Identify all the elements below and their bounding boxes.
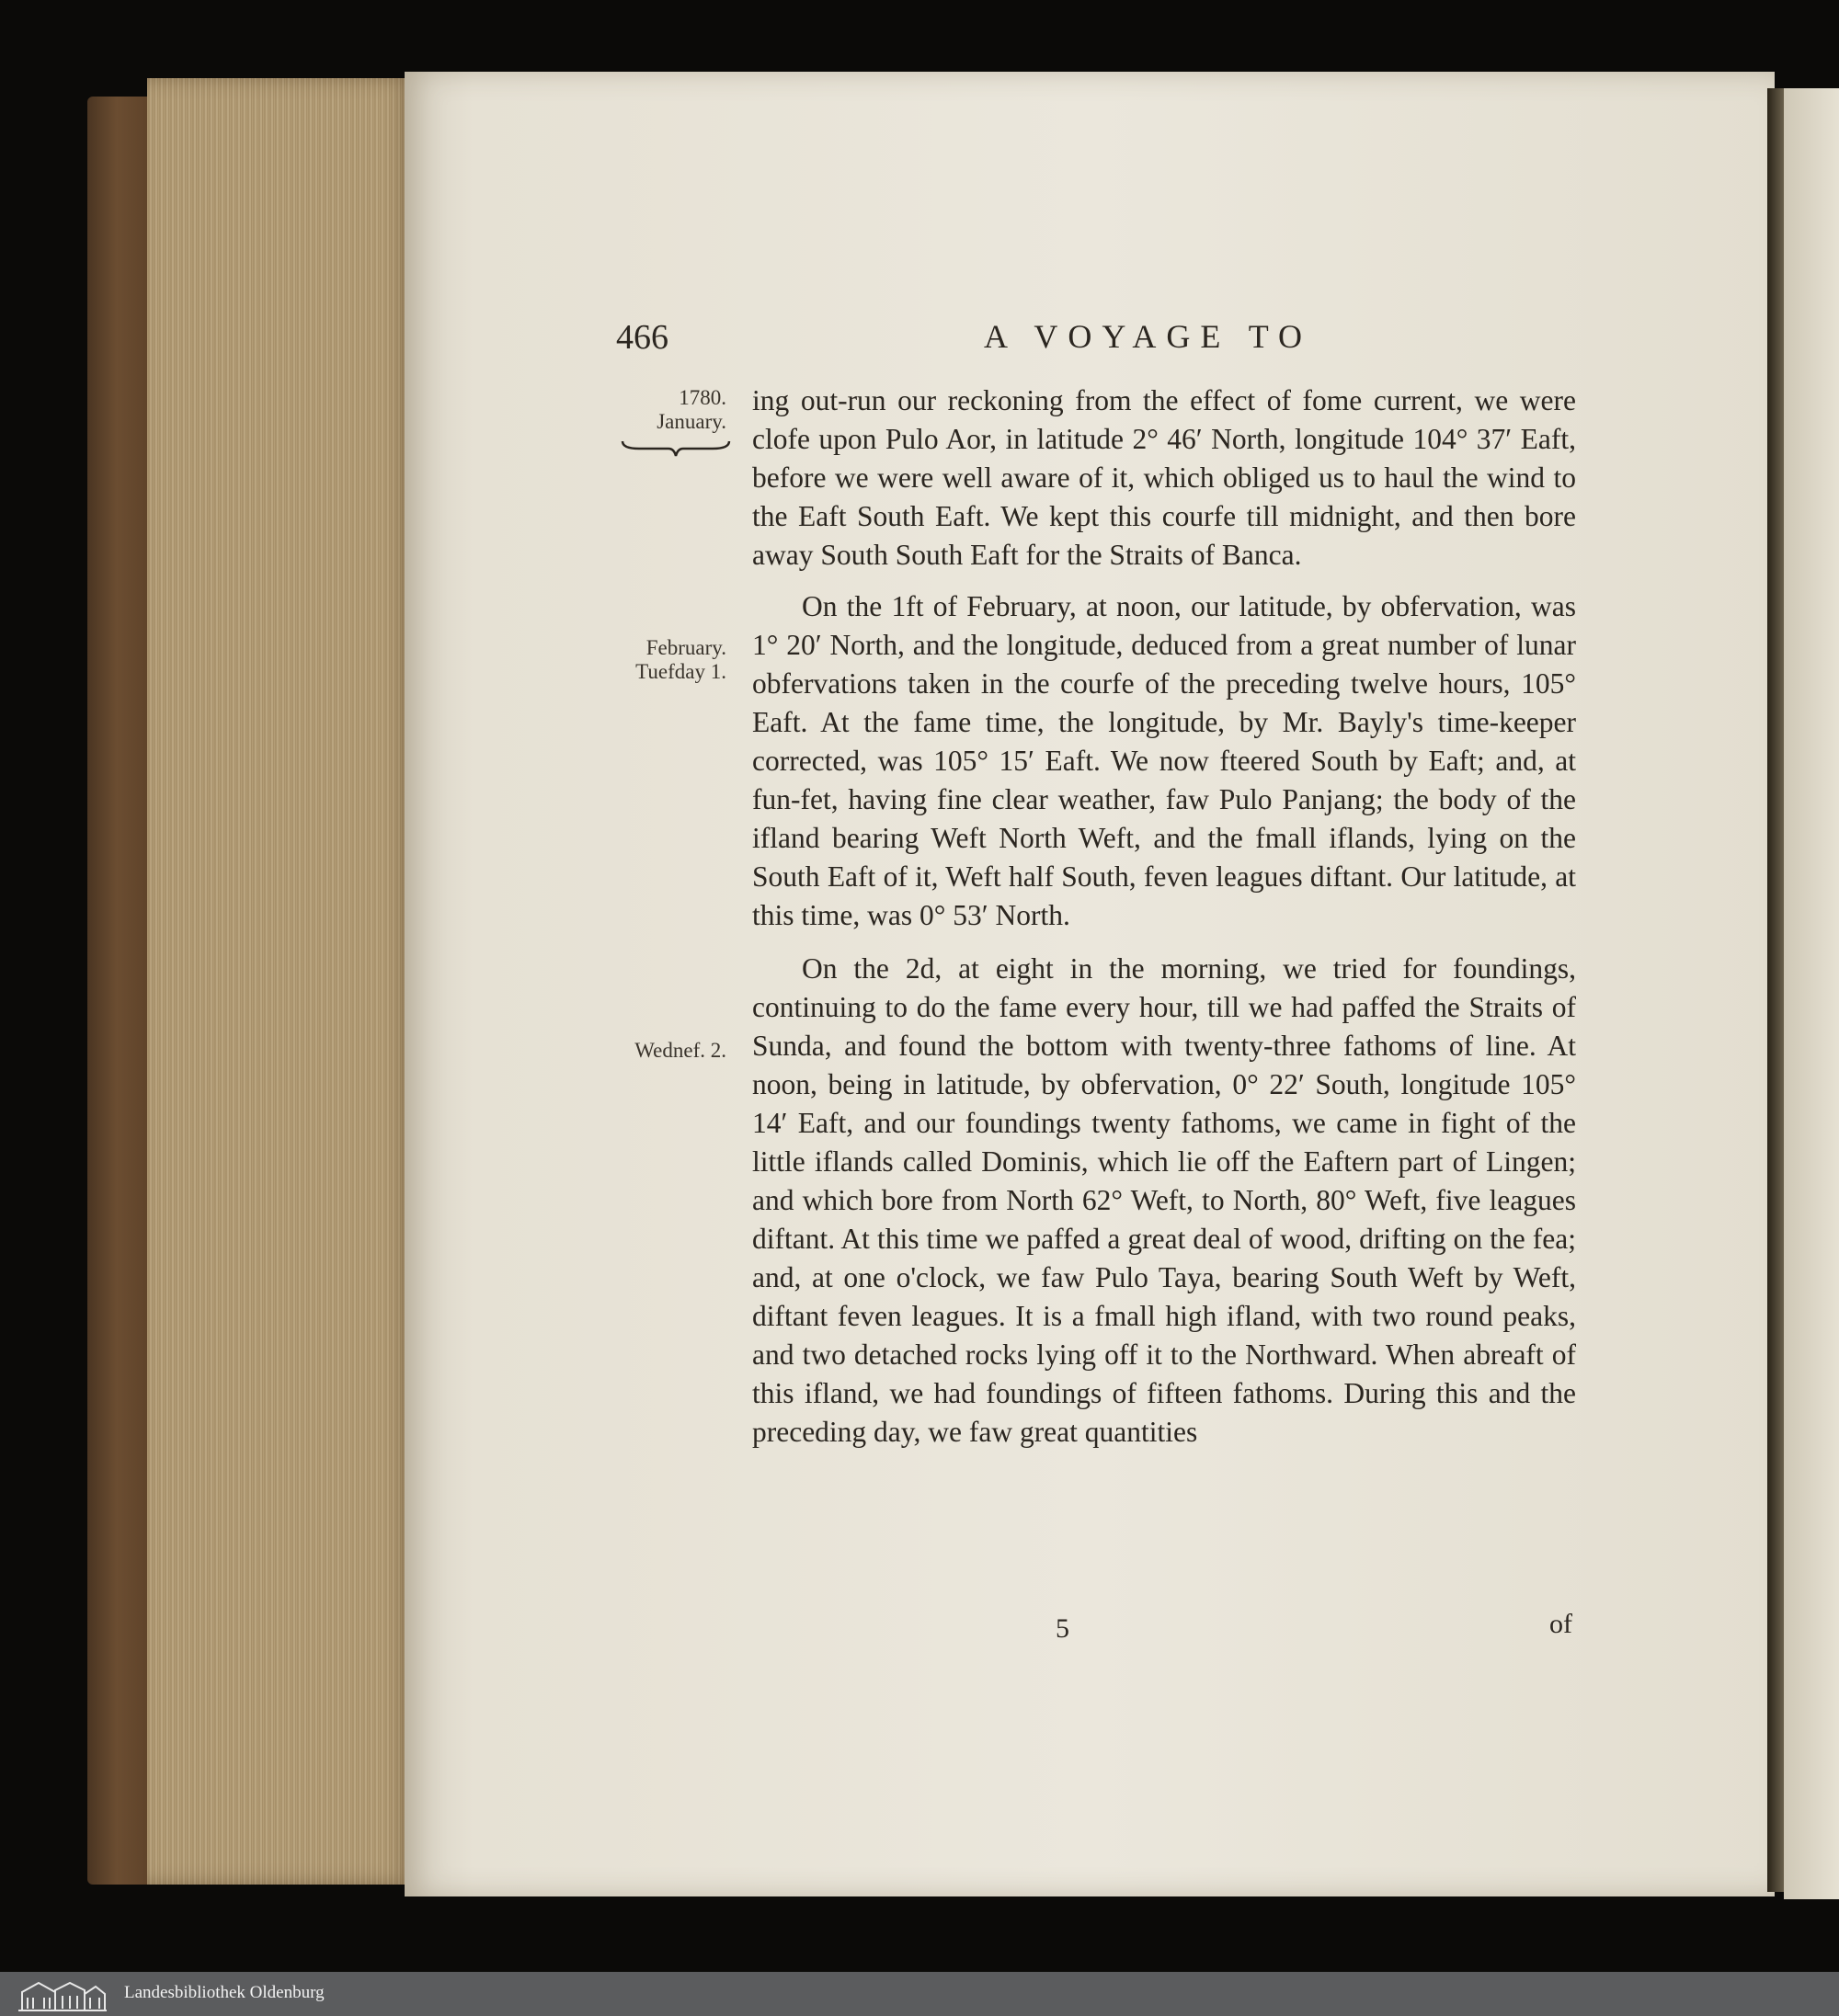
page-header [616,317,1577,363]
margin-month-january: January. [657,410,726,433]
book-gutter [1767,88,1784,1892]
margin-year: 1780. [679,386,726,409]
text-block [752,382,1576,1452]
margin-note-february [588,636,726,684]
next-page-edge [1784,88,1839,1899]
brace-icon [621,439,731,458]
margin-day-wednesday: Wednef. 2. [634,1039,726,1062]
library-footer-bar [0,1972,1839,2016]
margin-note-wednesday [588,1039,726,1063]
signature-mark: 5 [1056,1613,1069,1644]
building-icon [17,1977,109,2012]
catchword: of [1549,1609,1572,1639]
paragraph-2: On the 1ft of February, at noon, our latitude, by obfervation, was 1° 20′ North, and the longitude, deduced from a great number of lunar obfervations taken in the courfe of the preceding twelve hours, 105° Eaft. At the fame time, the longitude, by Mr. Bayly's time-keeper corrected, was 105° 15′ Eaft. We now fteered South by Eaft; and, at fun-fet, having fine clear weather, faw Pulo Panjang; the body of the ifland bearing Weft North Weft, and the fmall iflands, lying on the South Eaft of it, Weft half South, feven leagues diftant. Our latitude, at this time, was 0° 53′ North. [752,590,1576,931]
paragraph-1: ing out-run our reckoning from the effect of fome current, we were clofe upon Pulo Aor, in latitude 2° 46′ North, longitude 104° 37′ Eaft, before we were well aware of it, which obliged us to haul the wind to the Eaft South Eaft. We kept this courfe till midnight, and then bore away South South Eaft for the Straits of Banca. [752,384,1576,571]
page-edges [147,78,414,1885]
page-number: 466 [616,318,668,357]
library-name: Landesbibliothek Oldenburg [124,1983,325,2002]
paragraph-3: On the 2d, at eight in the morning, we tried for foundings, continuing to do the fame every hour, till we had paffed the Straits of Sunda, and found the bottom with twenty-three fathoms of line. At noon, being in latitude, by obfervation, 0° 22′ South, longitude 105° 14′ Eaft, and our foundings twenty fathoms, we came in fight of the little iflands called Dominis, which lie off the Eaftern part of Lingen; and which bore from North 62° Weft, to North, 80° Weft, five leagues diftant. At this time we paffed a great deal of wood, drifting on the fea; and, at one o'clock, we faw Pulo Taya, bearing South Weft by Weft, diftant feven leagues. It is a fmall high ifland, with two round peaks, and two detached rocks lying off it to the Northward. When abreaft of this ifland, we had foundings of fifteen fathoms. During this and the preceding day, we faw great quantities [752,952,1576,1448]
margin-month-february: February. [645,636,726,659]
margin-note-year-month [616,386,726,434]
running-title: A VOYAGE TO [984,318,1313,355]
margin-day-tuesday: Tuefday 1. [635,660,726,683]
